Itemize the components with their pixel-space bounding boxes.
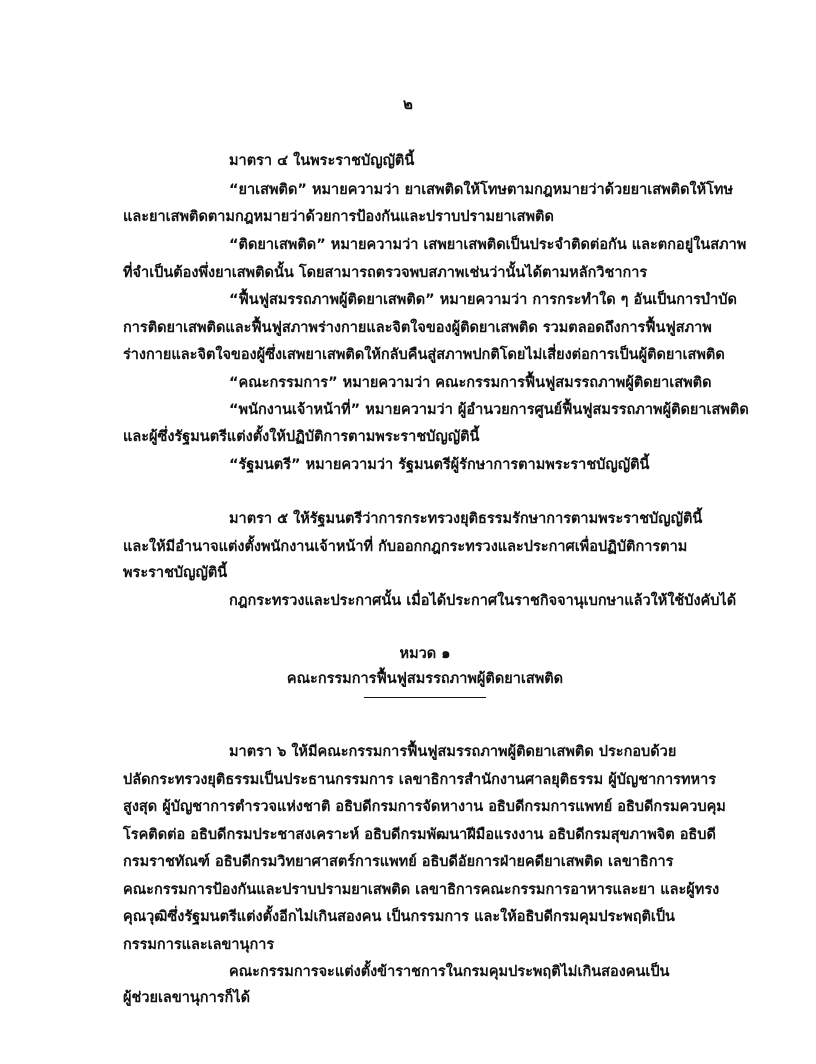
paragraph-line: กรรมการและเลขานุการ xyxy=(123,937,275,953)
definition-narcotics: “ยาเสพติด” หมายความว่า ยาเสพติดให้โทษตามกฎหมายว่าด้วยยาเสพติดให้โทษ xyxy=(229,182,734,198)
definition-addicted: “ติดยาเสพติด” หมายความว่า เสพยาเสพติดเป็นประจำติดต่อกัน และตกอยู่ในสภาพ xyxy=(229,237,747,253)
definition-minister: “รัฐมนตรี” หมายความว่า รัฐมนตรีผู้รักษาการตามพระราชบัญญัตินี้ xyxy=(229,457,650,473)
paragraph-line: ร่างกายและจิตใจของผู้ซึ่งเสพยาเสพติดให้กลับคืนสู่สภาพปกติโดยไม่เสี่ยงต่อการเป็นผู้ติดยาเสพติด xyxy=(123,347,725,363)
section-6-heading: มาตรา ๖ ให้มีคณะกรรมการฟื้นฟูสมรรถภาพผู้ติดยาเสพติด ประกอบด้วย xyxy=(229,744,677,760)
paragraph-line: และยาเสพติดตามกฎหมายว่าด้วยการป้องกันและปราบปรามยาเสพติด xyxy=(123,209,554,225)
paragraph-line: และให้มีอำนาจแต่งตั้งพนักงานเจ้าหน้าที่ กับออกกฎกระทรวงและประกาศเพื่อปฏิบัติการตาม xyxy=(123,539,688,555)
chapter-underline xyxy=(364,697,486,698)
section-5-heading: มาตรา ๕ ให้รัฐมนตรีว่าการกระทรวงยุติธรรมรักษาการตามพระราชบัญญัตินี้ xyxy=(229,511,703,527)
paragraph-line: กรมราชทัณฑ์ อธิบดีกรมวิทยาศาสตร์การแพทย์ อธิบดีอัยการฝ่ายคดียาเสพติด เลขาธิการ xyxy=(123,854,674,870)
definition-committee: “คณะกรรมการ” หมายความว่า คณะกรรมการฟื้นฟูสมรรถภาพผู้ติดยาเสพติด xyxy=(229,375,712,391)
paragraph-line: ผู้ช่วยเลขานุการก็ได้ xyxy=(123,990,250,1006)
chapter-title: คณะกรรมการฟื้นฟูสมรรถภาพผู้ติดยาเสพติด xyxy=(286,671,564,687)
definition-rehabilitation: “ฟื้นฟูสมรรถภาพผู้ติดยาเสพติด” หมายความว่า การกระทำใด ๆ อันเป็นการบำบัด xyxy=(229,292,737,308)
paragraph-line: คุณวุฒิซึ่งรัฐมนตรีแต่งตั้งอีกไม่เกินสองคน เป็นกรรมการ และให้อธิบดีกรมคุมประพฤติเป็น xyxy=(123,909,675,925)
paragraph-line: และผู้ซึ่งรัฐมนตรีแต่งตั้งให้ปฏิบัติการตามพระราชบัญญัตินี้ xyxy=(123,429,480,445)
paragraph-line: การติดยาเสพติดและฟื้นฟูสภาพร่างกายและจิตใจของผู้ติดยาเสพติด รวมตลอดถึงการฟื้นฟูสภาพ xyxy=(123,320,712,336)
paragraph-line: คณะกรรมการจะแต่งตั้งข้าราชการในกรมคุมประพฤติไม่เกินสองคนเป็น xyxy=(229,964,670,980)
paragraph-line: ที่จำเป็นต้องพึ่งยาเสพติดนั้น โดยสามารถตรวจพบสภาพเช่นว่านั้นได้ตามหลักวิชาการ xyxy=(123,265,648,281)
definition-officer: “พนักงานเจ้าหน้าที่” หมายความว่า ผู้อำนวยการศูนย์ฟื้นฟูสมรรถภาพผู้ติดยาเสพติด xyxy=(229,402,749,418)
paragraph-line: พระราชบัญญัตินี้ xyxy=(123,565,228,581)
chapter-label: หมวด ๑ xyxy=(399,646,451,662)
section-4-heading: มาตรา ๔ ในพระราชบัญญัตินี้ xyxy=(229,153,415,169)
paragraph-line: คณะกรรมการป้องกันและปราบปรามยาเสพติด เลขาธิการคณะกรรมการอาหารและยา และผู้ทรง xyxy=(123,882,720,898)
paragraph-line: สูงสุด ผู้บัญชาการตำรวจแห่งชาติ อธิบดีกรมการจัดหางาน อธิบดีกรมการแพทย์ อธิบดีกรมควบคุม xyxy=(123,799,726,815)
page-number: ๒ xyxy=(403,95,413,113)
paragraph-line: โรคติดต่อ อธิบดีกรมประชาสงเคราะห์ อธิบดีกรมพัฒนาฝีมือแรงงาน อธิบดีกรมสุขภาพจิต อธิบดี xyxy=(123,827,716,843)
paragraph-line: กฎกระทรวงและประกาศนั้น เมื่อได้ประกาศในราชกิจจานุเบกษาแล้วให้ใช้บังคับได้ xyxy=(229,593,737,609)
paragraph-line: ปลัดกระทรวงยุติธรรมเป็นประธานกรรมการ เลขาธิการสำนักงานศาลยุติธรรม ผู้บัญชาการทหาร xyxy=(123,772,716,788)
